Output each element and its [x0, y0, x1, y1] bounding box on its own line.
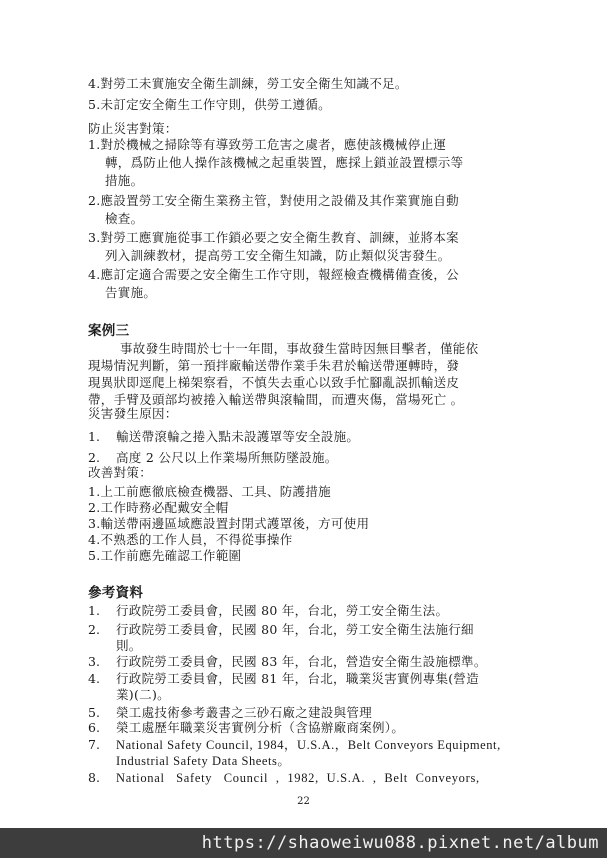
case3-cause-text: 輸送帶滾輪之捲入點未設護罩等安全設施。 [116, 429, 360, 444]
case3-narrative-line: 帶，手臂及頭部均被捲入輸送帶與滾輪間，而遭夾傷，當場死亡 。 [88, 392, 464, 407]
prevention-line: 措施。 [105, 173, 144, 188]
case3-improvement: 4.不熟悉的工作人員，不得從事操作 [88, 532, 293, 547]
reference-text: Industrial Safety Data Sheets。 [116, 754, 291, 768]
reference-number: 8. [88, 770, 100, 785]
reference-text: National Safety Council, 1984，U.S.A.，Belt Conveyors Equipment, [116, 738, 501, 752]
case3-cause-heading: 災害發生原因： [88, 406, 178, 421]
prevention-line: 4.應訂定適合需要之安全衛生工作守則，報經檢查機構備查後，公 [88, 267, 459, 282]
case3-cause-number: 1. [88, 429, 100, 444]
reference-text: 行政院勞工委員會，民國 80 年，台北，勞工安全衛生法施行細 [116, 622, 474, 637]
prevention-line: 列入訓練教材，提高勞工安全衛生知識，防止類似災害發生。 [105, 248, 451, 263]
reference-text: 榮工處技術參考叢書之三砂石廠之建設與管理 [116, 705, 373, 720]
reference-text: 行政院勞工委員會，民國 83 年，台北，營造安全衛生設施標準。 [116, 654, 487, 669]
reference-text: 行政院勞工委員會，民國 81 年，台北，職業災害實例專集(營造 [116, 671, 480, 686]
reference-text: 則。 [116, 638, 142, 653]
reference-number: 4. [88, 671, 100, 686]
cause-item-5: 5.未訂定安全衛生工作守則，供勞工遵循。 [88, 97, 331, 112]
prevention-line: 告實施。 [105, 285, 157, 300]
case3-improvement: 2.工作時務必配戴安全帽 [88, 500, 229, 515]
cause-item-4: 4.對勞工未實施安全衛生訓練，勞工安全衛生知識不足。 [88, 76, 408, 91]
prevention-heading: 防止災害對策： [88, 121, 178, 136]
case3-improvement: 5.工作前應先確認工作範圍 [88, 548, 242, 563]
reference-number: 1. [88, 603, 100, 618]
reference-number: 3. [88, 654, 100, 669]
prevention-line: 檢查。 [105, 211, 144, 226]
case3-narrative-line: 現場情況判斷，第一預拌廠輸送帶作業手朱君於輸送帶運轉時，發 [88, 358, 460, 373]
case3-heading: 案例三 [88, 323, 130, 339]
prevention-line: 轉，爲防止他人操作該機械之起重裝置，應採上鎖並設置標示等 [105, 155, 464, 170]
reference-number: 7. [88, 737, 100, 752]
case3-cause-number: 2. [88, 450, 100, 465]
case3-improvement: 3.輸送帶兩邊區域應設置封閉式護罩後，方可使用 [88, 516, 370, 531]
case3-cause-text: 高度 2 公尺以上作業場所無防墜設施。 [116, 450, 338, 465]
references-heading: 參考資料 [88, 585, 144, 601]
case3-narrative-line: 事故發生時間於七十一年間，事故發生當時因無目擊者，僅能依 [120, 341, 479, 356]
prevention-line: 2.應設置勞工安全衛生業務主管，對使用之設備及其作業實施自動 [88, 193, 459, 208]
reference-text: 業)(二)。 [116, 687, 170, 702]
reference-text: 榮工處歷年職業災害實例分析（含協辦廠商案例）。 [116, 720, 405, 735]
reference-number: 2. [88, 622, 100, 637]
prevention-line: 1.對於機械之掃除等有導致勞工危害之虞者，應使該機械停止運 [88, 137, 447, 152]
reference-number: 6. [88, 720, 100, 735]
reference-number: 5. [88, 705, 100, 720]
page-number: 22 [297, 796, 310, 807]
reference-text: National Safety Council , 1982, U.S.A. , Belt Conveyors, [116, 771, 480, 785]
case3-narrative-line: 現異狀即逕爬上梯架察看，不慎失去重心以致手忙腳亂誤抓輸送皮 [88, 375, 460, 390]
case3-improve-heading: 改善對策： [88, 465, 153, 480]
watermark-url: https://shaoweiwu088.pixnet.net/album [0, 828, 607, 858]
prevention-line: 3.對勞工應實施從事工作鎖必要之安全衛生教育、訓練，並將本案 [88, 230, 459, 245]
reference-text: 行政院勞工委員會，民國 80 年，台北，勞工安全衛生法。 [116, 603, 449, 618]
case3-improvement: 1.上工前應徹底檢查機器、工具、防護措施 [88, 484, 331, 499]
